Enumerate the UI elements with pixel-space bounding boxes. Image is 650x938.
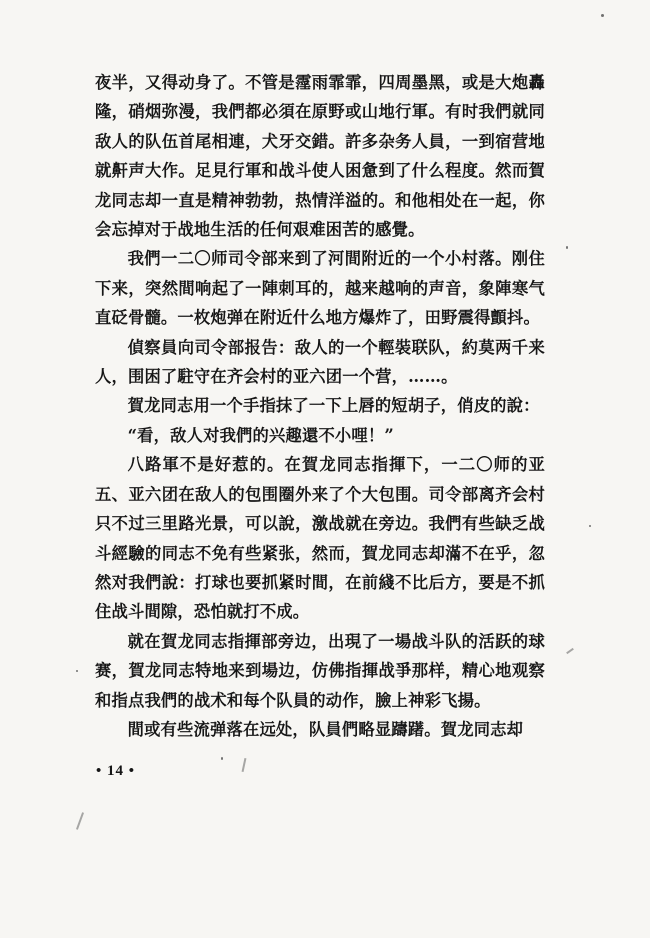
paragraph-ball-game: 就在賀龙同志指揮部旁边，出現了一場战斗队的活跃的球赛，賀龙同志特地来到場边，仿佛指揮战爭那样，精心地观察和指点我們的战术和每个队員的动作，臉上神彩飞揚。 xyxy=(95,631,545,710)
paragraph-quote: “看，敌人对我們的兴趣還不小哩！” xyxy=(127,425,394,445)
paragraph-counter-encirclement: 八路軍不是好惹的。在賀龙同志指揮下，一二〇师的亚五、亚六团在敌人的包围圈外来了个大包围。司令部离齐会村只不过三里路光景，可以說，激战就在旁边。我們有些缺乏战斗經驗的同志不免有些紧张，然而，賀龙同志却滿不在乎，忽然对我們說：打球也要抓紧时間，在前綫不比后方，要是不抓住战斗間隙，恐怕就打不成。 xyxy=(95,455,545,622)
scan-speck xyxy=(221,757,223,760)
scan-speck xyxy=(589,525,591,527)
scan-speck xyxy=(601,14,604,17)
scan-speck xyxy=(566,246,568,249)
page-number: • 14 • xyxy=(96,763,136,779)
scan-mark xyxy=(242,758,247,772)
scan-speck xyxy=(76,670,78,672)
paragraph-scout-report: 偵察員向司令部报告：敌人的一个輕裝联队，約莫两千来人，围困了駐守在齐会村的亚六团一个营，……。 xyxy=(95,337,545,387)
paragraph-night-march: 夜半，又得动身了。不管是霪雨霏霏，四周墨黑，或是大炮轟隆，硝烟弥漫，我們都必須在原野或山地行軍。有时我們就同敌人的队伍首尾相連，犬牙交錯。許多杂务人員，一到宿营地就鼾声大作。足見行軍和战斗使人困惫到了什么程度。然而賀龙同志却一直是精神勃勃，热情洋溢的。和他相处在一起，你会忘掉对于战地生活的任何艰难困苦的感覺。 xyxy=(95,73,545,240)
paragraph-he-long-gesture: 賀龙同志用一个手指抹了一下上唇的短胡子，俏皮的說： xyxy=(127,396,540,416)
body-text xyxy=(95,68,545,744)
scan-mark xyxy=(76,812,84,830)
scan-mark xyxy=(566,648,574,654)
paragraph-village-shelling: 我們一二〇师司令部来到了河間附近的一个小村落。刚住下来，突然間响起了一陣刺耳的，越来越响的声音，象陣寒气直砭骨髓。一枚炮弹在附近什么地方爆炸了，田野震得顫抖。 xyxy=(95,249,545,328)
paragraph-stray-bullets: 間或有些流弹落在远处，队員們略显躊躇。賀龙同志却 xyxy=(127,719,524,739)
